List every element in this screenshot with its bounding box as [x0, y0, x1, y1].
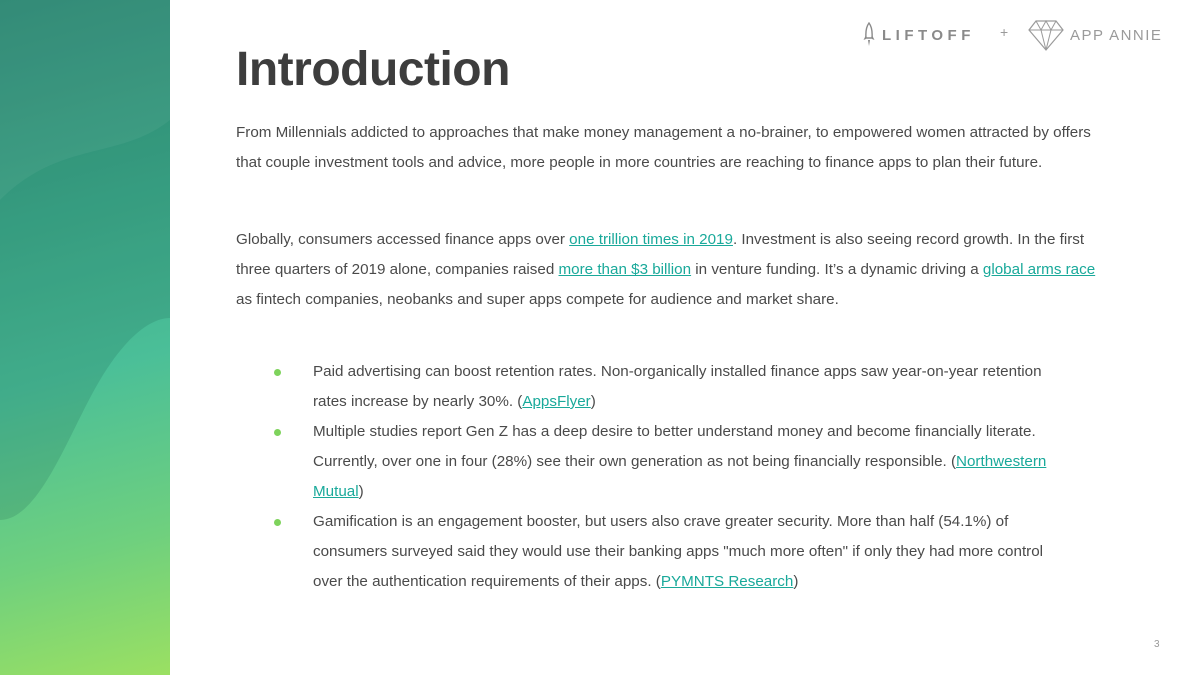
list-item	[270, 357, 1070, 417]
key-findings-list	[270, 357, 1070, 597]
rocket-icon	[862, 22, 876, 48]
link-three-billion[interactable]: more than $3 billion	[558, 261, 692, 278]
sidebar-wave-shape	[0, 0, 170, 675]
page-number: 3	[1154, 639, 1160, 650]
bullet-text: Multiple studies report Gen Z has a deep desire to better understand money and become financially literate. Currently, over one in four (28%) see their own generation as not being financially responsible. (	[313, 423, 1036, 470]
p2-text-b: . Investment is also seeing record growth. In the first three quarters of 2019 alone, companies raised	[236, 231, 1085, 278]
bullet-text: Paid advertising can boost retention rates. Non-organically installed finance apps saw year-on-year retention rates increase by nearly 30%. (	[313, 363, 1042, 410]
p2-text-a: Globally, consumers accessed finance apps over	[236, 231, 570, 248]
link-northwestern-mutual[interactable]: Northwestern Mutual	[313, 453, 1047, 500]
bullet-close: )	[590, 393, 596, 410]
page-title: Introduction	[236, 43, 510, 96]
p2-text-d: as fintech companies, neobanks and super apps compete for audience and market share.	[236, 291, 839, 308]
liftoff-logo	[862, 18, 975, 52]
list-item	[270, 507, 1070, 597]
link-pymnts-research[interactable]: PYMNTS Research	[660, 573, 794, 590]
intro-paragraph-1: From Millennials addicted to approaches that make money management a no-brainer, to empowered women attracted by offers that couple investment tools and advice, more people in more countries are reaching to finance apps to plan their future.	[236, 124, 1091, 171]
bullet-dot-icon	[274, 369, 281, 376]
bullet-dot-icon	[274, 429, 281, 436]
bullet-dot-icon	[274, 519, 281, 526]
liftoff-wordmark: LIFTOFF	[882, 26, 975, 44]
link-appsflyer[interactable]: AppsFlyer	[522, 393, 591, 410]
appannie-wordmark: APP ANNIE	[1070, 26, 1163, 44]
bullet-close: )	[358, 483, 364, 500]
bullet-text: Gamification is an engagement booster, but users also crave greater security. More than half (54.1%) of consumers surveyed said they would use their banking apps "much more often" if only they had more control over the authentication requirements of their apps. (	[313, 513, 1044, 590]
decorative-sidebar	[0, 0, 170, 675]
appannie-logo	[1028, 18, 1162, 52]
link-one-trillion[interactable]: one trillion times in 2019	[569, 231, 733, 248]
bullet-close: )	[793, 573, 799, 590]
p2-text-c: in venture funding. It’s a dynamic driving a	[691, 261, 983, 278]
list-item	[270, 417, 1070, 507]
intro-paragraph-2	[236, 225, 1096, 315]
logo-separator: +	[1000, 24, 1009, 40]
link-global-arms-race[interactable]: global arms race	[982, 261, 1096, 278]
partner-logos	[862, 18, 1172, 52]
diamond-icon	[1028, 19, 1064, 51]
